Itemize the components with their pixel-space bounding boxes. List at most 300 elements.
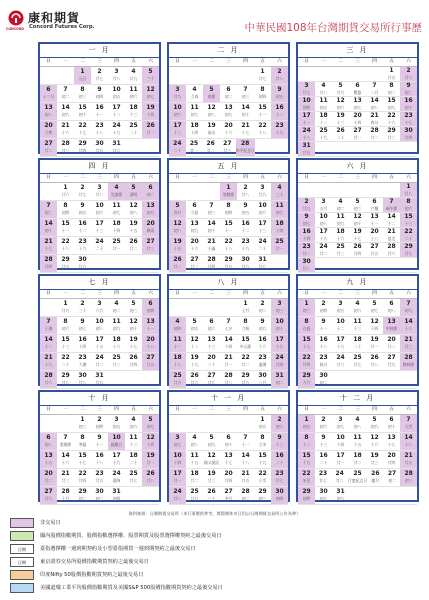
day-number: 20 [224,470,233,477]
day-cell [349,97,366,111]
day-number: 19 [146,104,155,111]
day-cell [91,415,108,432]
day-cell [366,258,383,272]
lunar-label: 十五 [95,344,104,349]
lunar-label: 初五 [112,424,121,429]
day-number: 15 [258,104,267,111]
day-number: 25 [336,243,345,250]
day-cell [57,487,74,504]
weekday-label: 四 [243,175,248,180]
day-number: 23 [318,470,328,477]
lunar-label: 廿四 [224,478,233,483]
legend-item [10,570,410,581]
day-number: 26 [129,354,138,361]
day-cell [91,469,108,486]
month-block [38,42,161,154]
day-number: 6 [226,86,231,93]
lunar-label: 十一 [173,344,182,349]
lunar-label: 廿一 [370,344,379,349]
day-number: 14 [241,452,250,459]
lunar-label: 十五 [353,442,362,447]
weekday-header [298,58,417,67]
day-number: 5 [209,86,214,93]
day-number: 9 [406,82,411,89]
week-row [169,371,288,389]
lunar-label: 初十 [353,221,362,226]
day-number: 13 [146,202,155,209]
day-number: 7 [389,198,394,205]
day-cell [271,201,288,218]
weekday-label: 四 [114,175,119,180]
day-cell [349,451,366,468]
day-number: 6 [46,86,51,93]
lunar-label: 初三 [78,94,87,99]
week-row [298,371,417,389]
day-number: 26 [353,243,362,250]
day-cell [349,213,366,227]
lunar-label: 十二 [78,228,87,233]
day-number: 12 [190,336,199,343]
lunar-label: 小暑 [44,326,53,331]
week-row [298,487,417,505]
day-number: 8 [260,434,265,441]
lunar-label: 初九 [336,221,345,226]
day-number: 18 [190,122,199,129]
day-number: 4 [192,434,197,441]
lunar-label: 初七 [78,326,87,331]
lunar-label: 廿三 [61,478,70,483]
day-number: 4 [277,184,282,191]
lunar-label: 大暑 [78,362,87,367]
day-number: 5 [372,416,377,423]
lunar-label: 初六 [336,105,345,110]
day-cell [169,121,186,138]
day-cell [271,371,288,388]
day-number: 9 [80,318,85,325]
lunar-label: 初六 [258,210,267,215]
day-number: 15 [258,452,267,459]
weekday-header [298,290,417,299]
day-cell [271,237,288,254]
day-number: 28 [241,140,250,147]
day-cell [400,183,417,197]
day-number: 27 [370,243,379,250]
day-cell [186,317,203,334]
day-number: 15 [78,104,87,111]
day-cell [400,415,417,432]
week-row [40,487,159,505]
day-cell [57,219,74,236]
lunar-label: 初三 [302,308,311,313]
day-number: 15 [302,452,311,459]
day-number: 25 [275,238,284,245]
lunar-label: 初七 [275,210,284,215]
day-cell [125,317,142,334]
weekday-label: 二 [80,175,85,180]
lunar-label: 廿八 [370,362,379,367]
lunar-label: 廿九 [302,206,311,211]
day-cell [186,335,203,352]
day-cell [400,213,417,227]
legend-swatch [10,570,34,580]
lunar-label: 初九 [112,326,121,331]
weekday-label: 一 [321,175,326,180]
day-cell [383,335,400,352]
weekday-label: 五 [389,291,394,296]
day-cell [315,433,332,450]
day-cell [40,103,57,120]
day-cell [349,183,366,197]
day-cell [366,433,383,450]
day-cell [203,353,220,370]
lunar-label: 十二 [275,112,284,117]
day-cell [203,219,220,236]
lunar-label: 元旦 [78,76,87,81]
lunar-label: 十七 [353,236,362,241]
day-number: 27 [387,354,396,361]
day-cell [108,201,125,218]
day-cell [74,201,91,218]
day-number: 30 [319,372,328,379]
day-cell [298,433,315,450]
day-number: 18 [173,354,182,361]
lunar-label: 十四 [224,344,233,349]
lunar-label: 廿九 [173,94,182,99]
day-cell [400,127,417,141]
day-number: 9 [321,434,326,441]
lunar-label: 十八 [95,130,104,135]
day-cell [348,469,367,486]
day-cell [108,139,125,156]
lunar-label: 廿四 [387,460,396,465]
day-cell [400,487,417,504]
day-cell [367,469,384,486]
lunar-label: 初八 [370,105,379,110]
day-number: 29 [302,488,311,495]
lunar-label: 廿四 [275,362,284,367]
day-cell [169,469,186,486]
lunar-label: 廿六 [387,251,396,256]
month-name: 二 月 [169,44,288,58]
day-cell [91,237,108,254]
day-number: 16 [258,336,267,343]
day-number: 22 [258,470,267,477]
day-number: 20 [387,452,396,459]
day-cell [125,451,142,468]
day-cell [125,415,142,432]
weekday-label: 二 [338,407,343,412]
week-row [40,353,159,371]
day-number: 3 [304,82,309,89]
lunar-label: 廿四 [78,478,87,483]
day-number: 22 [61,238,70,245]
day-cell [383,112,400,126]
day-cell [125,469,142,486]
lunar-label: 初八 [44,112,53,117]
lunar-label: 驚蟄 [353,90,362,95]
day-number: 18 [129,452,138,459]
week-row [40,299,159,317]
day-number: 17 [336,336,345,343]
day-number: 16 [404,97,413,104]
day-number: 31 [336,488,345,495]
lunar-label: 初六 [207,326,216,331]
month-block [38,274,161,386]
day-cell [298,112,315,126]
day-number: 3 [338,416,343,423]
month-name: 九 月 [298,276,417,290]
day-cell [400,451,417,468]
week-row [40,335,159,353]
weekday-label: 三 [97,59,102,64]
weekday-label: 五 [260,59,265,64]
lunar-label: 廿四 [207,264,216,269]
day-cell [298,142,315,156]
lunar-label: 廿九 [129,76,138,81]
day-cell [40,353,57,370]
lunar-label: 十月 [61,496,70,501]
day-number: 17 [302,112,311,119]
day-number: 19 [353,228,362,235]
day-number: 10 [275,318,284,325]
day-cell [332,82,349,96]
lunar-label: 初八 [95,326,104,331]
day-cell [108,317,125,334]
day-number: 16 [319,336,328,343]
lunar-label: 十六 [258,344,267,349]
day-number: 14 [370,97,379,104]
day-cell [125,121,142,138]
legend-text: 美國道瓊工業平均股價指數期貨及美國S&P 500股價指數期貨契約之最後交易日 [40,585,223,591]
day-number: 21 [44,354,53,361]
week-row [169,469,288,487]
lunar-label: 初二 [241,496,250,501]
day-number: 21 [370,112,379,119]
day-number: 1 [226,184,231,191]
day-cell [383,183,400,197]
weekday-label: 五 [260,407,265,412]
lunar-label: 十九 [258,460,267,465]
weekday-label: 六 [406,291,411,296]
lunar-label: 二月 [370,90,379,95]
day-cell [220,219,237,236]
day-cell [237,335,254,352]
day-cell [91,317,108,334]
lunar-label: 廿三 [370,460,379,465]
week-row [298,415,417,433]
day-cell [40,183,57,200]
day-cell [203,201,220,218]
day-number: 14 [224,336,233,343]
weekday-label: 一 [63,175,68,180]
lunar-label: 十三 [207,344,216,349]
day-number: 10 [112,86,121,93]
lunar-label: 廿五 [302,150,311,155]
lunar-label: 十三 [173,130,182,135]
lunar-label: 廿二 [129,246,138,251]
day-cell [298,258,315,272]
week-row [298,112,417,127]
day-grid [169,183,288,273]
day-number: 23 [258,354,267,361]
day-cell [349,142,366,156]
day-cell [186,255,203,272]
week-row [169,183,288,201]
weekday-header [169,174,288,183]
day-cell [186,237,203,254]
weekday-label: 一 [321,59,326,64]
lunar-label: 廿七 [78,192,87,197]
weekday-label: 五 [131,291,136,296]
day-number: 11 [129,86,138,93]
day-cell [74,219,91,236]
day-cell [237,121,254,138]
lunar-label: 十三 [129,112,138,117]
day-number: 30 [78,372,87,379]
day-cell [186,353,203,370]
day-number: 20 [146,336,155,343]
lunar-label: 廿二 [44,478,53,483]
lunar-label: 大雪 [404,424,413,429]
lunar-label: 初四 [112,496,121,501]
day-cell [332,299,349,316]
day-cell [298,127,315,141]
lunar-label: 中秋節 [385,326,398,331]
lunar-label: 初九 [370,424,379,429]
lunar-label: 大寒 [44,130,53,135]
week-row [298,142,417,157]
day-cell [255,139,272,156]
lunar-label: 廿六 [190,380,199,385]
lunar-label: 廿八 [335,478,344,483]
lunar-label: 初三 [404,478,413,483]
day-number: 3 [277,300,282,307]
day-cell [74,103,91,120]
day-number: 4 [175,318,180,325]
day-cell [203,255,220,272]
day-cell [91,335,108,352]
day-number: 10 [95,318,104,325]
week-row [40,219,159,237]
day-cell [169,299,186,316]
lunar-label: 十一 [319,326,328,331]
day-number: 22 [241,354,250,361]
day-number: 2 [321,416,326,423]
week-row [40,451,159,469]
week-row [40,433,159,451]
day-cell [237,433,254,450]
lunar-label: 三十 [146,76,155,81]
day-cell [169,201,186,218]
day-number: 21 [207,238,216,245]
weekday-label: 三 [355,175,360,180]
lunar-label: 初七 [146,94,155,99]
lunar-label: 夏至 [387,236,396,241]
lunar-label: 廿三 [61,148,70,153]
day-number: 15 [224,220,233,227]
day-number: 6 [209,318,214,325]
lunar-label: 廿五 [224,264,233,269]
day-number: 25 [190,488,199,495]
day-number: 5 [148,68,153,75]
lunar-label: 十四 [146,112,155,117]
day-cell [125,219,142,236]
day-number: 15 [404,213,413,220]
lunar-label: 二十 [275,460,284,465]
lunar-label: 初八 [190,442,199,447]
day-number: 14 [44,220,53,227]
day-cell [332,353,349,370]
lunar-label: 春節 [207,94,216,99]
day-number: 11 [112,318,121,325]
weekday-label: 五 [131,175,136,180]
weekday-label: 日 [304,59,309,64]
lunar-label: 十二 [336,326,345,331]
day-cell [332,487,349,504]
day-cell [169,67,186,84]
lunar-label: 初九 [190,228,199,233]
day-number: 12 [207,452,216,459]
day-cell [125,67,142,84]
day-number: 19 [207,122,216,129]
day-cell [254,237,271,254]
day-cell [349,243,366,257]
legend-item [10,583,410,594]
day-cell [315,299,332,316]
lunar-label: 初三 [95,496,104,501]
day-cell [108,469,125,486]
lunar-label: 四月 [173,210,182,215]
weekday-label: 二 [80,291,85,296]
day-cell [203,103,220,120]
lunar-label: 初七 [302,221,311,226]
day-cell [298,67,315,81]
lunar-label: 初二 [78,496,87,501]
day-number: 11 [190,104,199,111]
day-cell [91,67,108,84]
day-number: 24 [336,354,345,361]
weekday-label: 三 [355,59,360,64]
lunar-label: 十二 [241,228,250,233]
day-number: 27 [224,488,233,495]
day-number: 7 [243,434,248,441]
day-number: 5 [148,416,153,423]
lunar-label: 十八 [319,344,328,349]
day-number: 20 [353,112,362,119]
week-row [298,299,417,317]
day-number: 7 [406,300,411,307]
week-row [298,469,417,487]
lunar-label: 初二 [258,308,267,313]
day-number: 20 [224,122,233,129]
day-number: 30 [258,372,267,379]
weekday-label: 五 [389,407,394,412]
weekday-label: 四 [243,407,248,412]
day-cell [315,371,332,388]
day-cell [220,433,237,450]
lunar-label: 十五 [44,460,53,465]
day-cell [400,371,417,388]
day-number: 5 [131,300,136,307]
day-cell [315,127,332,141]
lunar-label: 小雪 [258,478,267,483]
day-cell [74,353,91,370]
day-cell [366,371,383,388]
day-number: 2 [277,416,282,423]
day-number: 6 [46,434,51,441]
day-cell [349,198,366,212]
lunar-label: 廿四 [129,362,138,367]
